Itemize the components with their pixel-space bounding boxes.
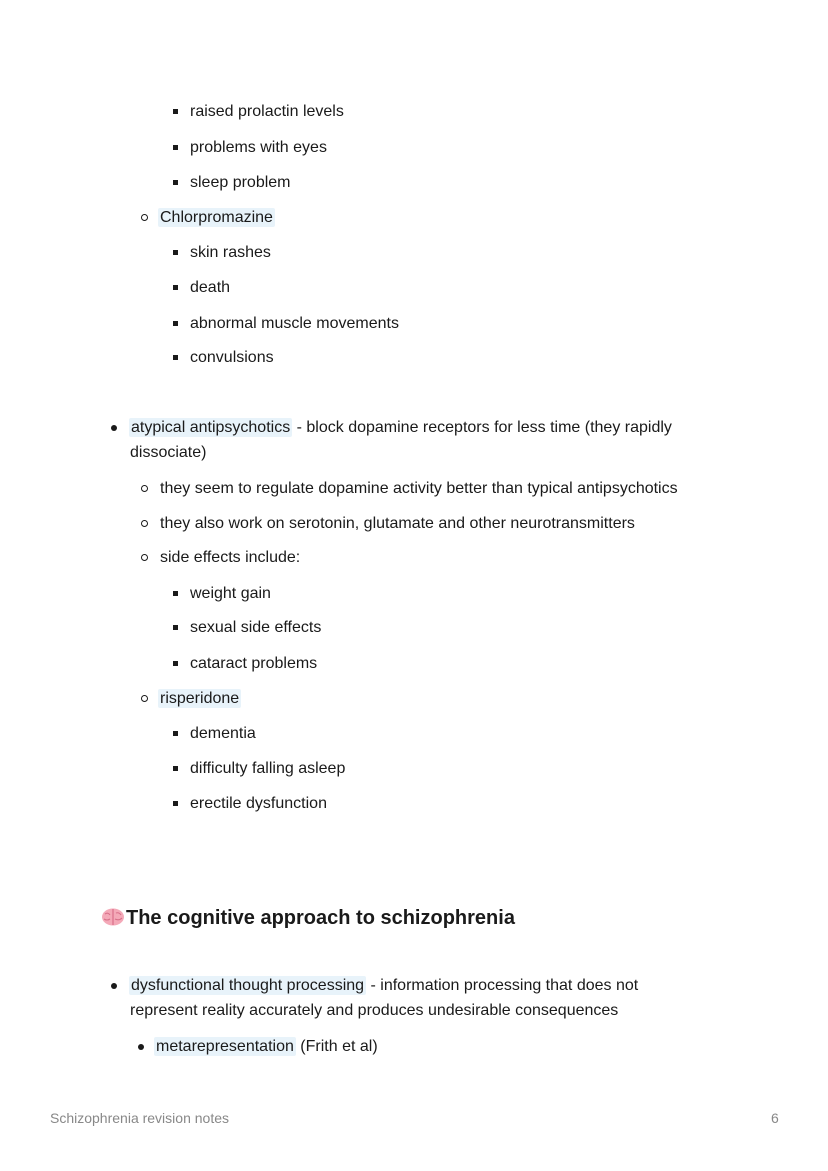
metarepresentation-item — [154, 1037, 378, 1057]
item-description-continued: represent reality accurately and produces undesirable consequences — [130, 1002, 619, 1019]
list-item: weight gain — [190, 585, 271, 602]
highlighted-term: metarepresentation — [156, 1038, 294, 1055]
list-item: dementia — [190, 725, 256, 742]
dysfunctional-thought-processing-item — [129, 976, 638, 996]
disc-bullet-icon — [138, 1044, 144, 1050]
list-item: skin rashes — [190, 244, 271, 261]
item-description: - block dopamine receptors for less time (they rapidly — [292, 419, 672, 436]
item-citation: (Frith et al) — [295, 1038, 378, 1055]
list-item: death — [190, 279, 231, 296]
drug-item-risperidone — [158, 689, 241, 709]
square-bullet-icon — [173, 285, 178, 290]
list-item: convulsions — [190, 349, 274, 366]
square-bullet-icon — [173, 661, 178, 666]
circle-bullet-icon — [141, 695, 148, 702]
square-bullet-icon — [173, 109, 178, 114]
highlighted-term: atypical antipsychotics — [131, 419, 291, 436]
square-bullet-icon — [173, 180, 178, 185]
square-bullet-icon — [173, 321, 178, 326]
highlighted-term: risperidone — [160, 690, 240, 707]
circle-bullet-icon — [141, 485, 148, 492]
highlighted-term: dysfunctional thought processing — [131, 977, 365, 994]
list-item: raised prolactin levels — [190, 103, 344, 120]
square-bullet-icon — [173, 591, 178, 596]
drug-item-chlorpromazine — [158, 208, 275, 228]
circle-bullet-icon — [141, 520, 148, 527]
list-item: sexual side effects — [190, 619, 322, 636]
list-item: they seem to regulate dopamine activity better than typical antipsychotics — [160, 480, 678, 497]
item-description-continued: dissociate) — [130, 444, 207, 461]
list-item: difficulty falling asleep — [190, 760, 346, 777]
footer-title: Schizophrenia revision notes — [50, 1110, 229, 1126]
list-item: problems with eyes — [190, 139, 327, 156]
section-heading — [101, 906, 515, 930]
list-item: erectile dysfunction — [190, 795, 327, 812]
section-heading-text: The cognitive approach to schizophrenia — [126, 907, 515, 929]
list-item: they also work on serotonin, glutamate and other neurotransmitters — [160, 515, 635, 532]
list-item: sleep problem — [190, 174, 291, 191]
item-description: - information processing that does not — [366, 977, 639, 994]
brain-icon — [101, 907, 125, 927]
circle-bullet-icon — [141, 554, 148, 561]
square-bullet-icon — [173, 145, 178, 150]
disc-bullet-icon — [111, 983, 117, 989]
square-bullet-icon — [173, 625, 178, 630]
atypical-antipsychotics-item — [129, 418, 672, 438]
list-item: cataract problems — [190, 655, 318, 672]
square-bullet-icon — [173, 731, 178, 736]
circle-bullet-icon — [141, 214, 148, 221]
page-number: 6 — [771, 1110, 779, 1126]
disc-bullet-icon — [111, 425, 117, 431]
list-item: side effects include: — [160, 549, 301, 566]
square-bullet-icon — [173, 355, 178, 360]
square-bullet-icon — [173, 801, 178, 806]
list-item: abnormal muscle movements — [190, 315, 399, 332]
square-bullet-icon — [173, 766, 178, 771]
square-bullet-icon — [173, 250, 178, 255]
highlighted-term: Chlorpromazine — [160, 209, 273, 226]
